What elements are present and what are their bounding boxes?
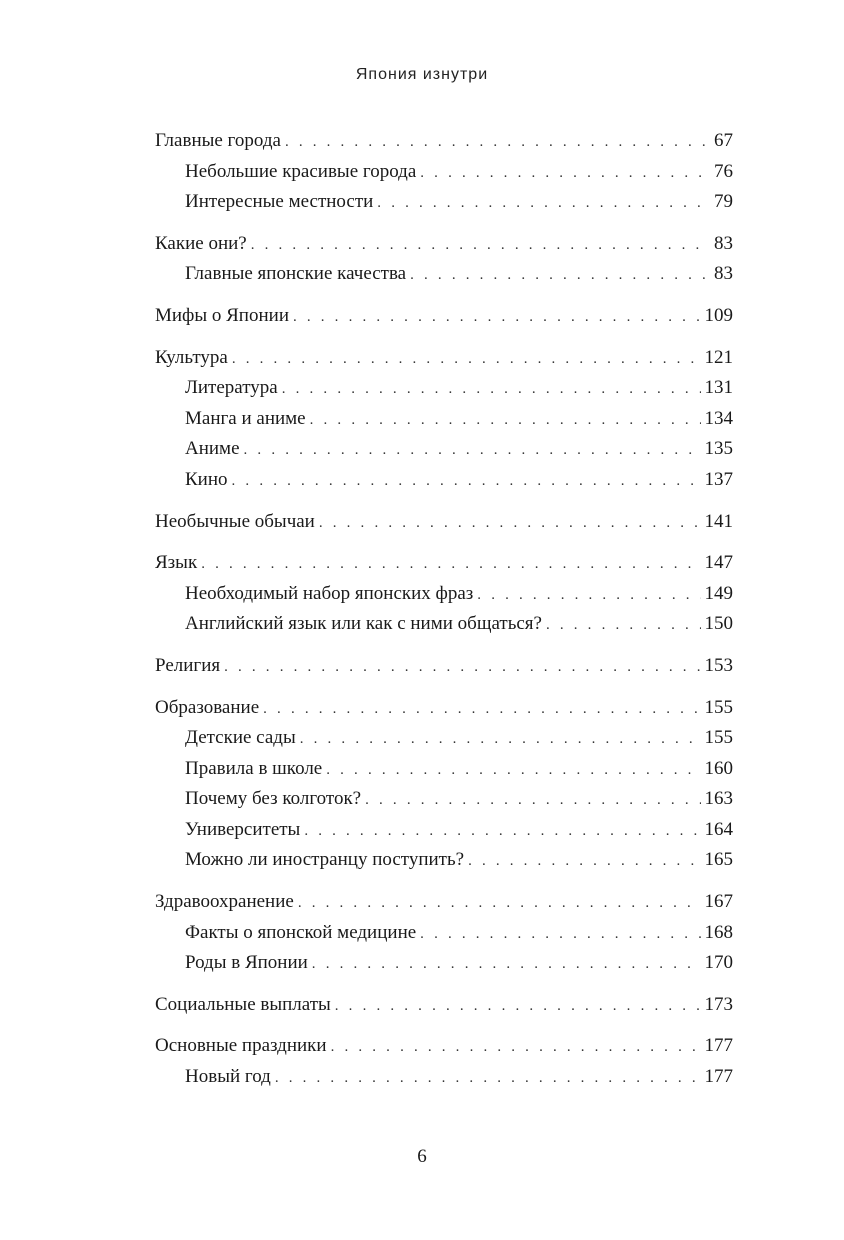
toc-subentry-title: Можно ли иностранцу поступить? bbox=[185, 849, 465, 871]
toc-section bbox=[155, 1031, 733, 1092]
dot-leader bbox=[420, 919, 700, 950]
toc-subentry[interactable] bbox=[155, 373, 733, 404]
dot-leader bbox=[331, 1032, 701, 1063]
toc-entry-page: 177 bbox=[704, 1035, 733, 1057]
dot-leader bbox=[224, 652, 700, 683]
toc-subentry-title: Литература bbox=[185, 377, 278, 399]
toc-subentry[interactable] bbox=[155, 259, 733, 290]
toc-subentry-page: 79 bbox=[714, 191, 733, 213]
dot-leader bbox=[285, 127, 710, 158]
table-of-contents bbox=[155, 126, 733, 1104]
toc-subentry-title: Почему без колготок? bbox=[185, 788, 362, 810]
toc-entry-page: 147 bbox=[704, 552, 733, 574]
toc-subentry-title: Главные японские качества bbox=[185, 263, 407, 285]
toc-entry-page: 67 bbox=[714, 130, 733, 151]
toc-section bbox=[155, 693, 733, 877]
page-number: 6 bbox=[417, 1146, 427, 1167]
toc-subentry[interactable] bbox=[155, 754, 733, 785]
toc-section bbox=[155, 990, 733, 1021]
toc-entry-page: 109 bbox=[704, 304, 733, 326]
dot-leader bbox=[304, 816, 700, 847]
dot-leader bbox=[410, 260, 710, 291]
dot-leader bbox=[377, 188, 710, 219]
toc-entry-title: Религия bbox=[155, 654, 221, 676]
toc-entry-page: 121 bbox=[704, 346, 733, 368]
toc-entry[interactable] bbox=[155, 343, 733, 374]
toc-subentry-page: 150 bbox=[704, 613, 733, 635]
toc-subentry-page: 160 bbox=[704, 757, 733, 779]
running-title: Япония изнутри bbox=[355, 66, 489, 83]
toc-entry[interactable] bbox=[155, 693, 733, 724]
toc-subentry-page: 164 bbox=[704, 818, 733, 840]
toc-subentry-page: 134 bbox=[704, 407, 733, 429]
toc-subentry[interactable] bbox=[155, 187, 733, 218]
dot-leader bbox=[298, 888, 701, 919]
dot-leader bbox=[326, 755, 700, 786]
toc-subentry-page: 149 bbox=[704, 582, 733, 604]
toc-subentry-page: 165 bbox=[704, 849, 733, 871]
dot-leader bbox=[468, 846, 700, 877]
toc-section bbox=[155, 507, 733, 538]
toc-entry[interactable] bbox=[155, 651, 733, 682]
toc-entry-page: 173 bbox=[704, 993, 733, 1015]
dot-leader bbox=[420, 158, 710, 189]
toc-subentry[interactable] bbox=[155, 434, 733, 465]
toc-subentry-title: Английский язык или как с ними общаться? bbox=[185, 613, 542, 635]
toc-subentry-page: 135 bbox=[704, 438, 733, 460]
dot-leader bbox=[232, 466, 701, 497]
toc-subentry[interactable] bbox=[155, 157, 733, 188]
dot-leader bbox=[282, 374, 701, 405]
dot-leader bbox=[201, 549, 700, 580]
toc-subentry-title: Университеты bbox=[185, 818, 301, 840]
toc-entry-page: 83 bbox=[714, 232, 733, 254]
toc-entry-title: Основные праздники bbox=[155, 1035, 327, 1057]
toc-entry-title: Культура bbox=[155, 346, 228, 368]
toc-subentry-page: 131 bbox=[704, 377, 733, 399]
toc-section bbox=[155, 229, 733, 290]
toc-entry-title: Какие они? bbox=[155, 232, 247, 254]
toc-subentry-title: Факты о японской медицине bbox=[185, 921, 417, 943]
toc-subentry-title: Новый год bbox=[185, 1066, 271, 1088]
dot-leader bbox=[263, 694, 700, 725]
toc-entry-title: Язык bbox=[155, 552, 198, 574]
toc-entry-page: 155 bbox=[704, 696, 733, 718]
dot-leader bbox=[251, 230, 710, 261]
toc-subentry[interactable] bbox=[155, 723, 733, 754]
toc-subentry[interactable] bbox=[155, 465, 733, 496]
dot-leader bbox=[244, 435, 701, 466]
dot-leader bbox=[293, 302, 701, 333]
dot-leader bbox=[335, 991, 701, 1022]
toc-entry-page: 167 bbox=[704, 891, 733, 913]
toc-entry-title: Здравоохранение bbox=[155, 891, 294, 913]
toc-entry[interactable] bbox=[155, 887, 733, 918]
toc-entry[interactable] bbox=[155, 301, 733, 332]
toc-entry[interactable] bbox=[155, 990, 733, 1021]
toc-section bbox=[155, 343, 733, 496]
toc-subentry-title: Правила в школе bbox=[185, 757, 323, 779]
toc-subentry-page: 163 bbox=[704, 788, 733, 810]
dot-leader bbox=[312, 949, 701, 980]
toc-subentry[interactable] bbox=[155, 784, 733, 815]
toc-subentry[interactable] bbox=[155, 815, 733, 846]
toc-entry[interactable] bbox=[155, 548, 733, 579]
toc-subentry[interactable] bbox=[155, 404, 733, 435]
toc-subentry-page: 137 bbox=[704, 468, 733, 490]
toc-entry[interactable] bbox=[155, 229, 733, 260]
dot-leader bbox=[232, 344, 701, 375]
toc-entry[interactable] bbox=[155, 126, 733, 157]
toc-subentry[interactable] bbox=[155, 845, 733, 876]
toc-subentry-title: Небольшие красивые города bbox=[185, 160, 417, 182]
toc-entry-title: Необычные обычаи bbox=[155, 510, 315, 532]
toc-section bbox=[155, 126, 733, 218]
toc-entry[interactable] bbox=[155, 507, 733, 538]
toc-entry-title: Главные города bbox=[155, 130, 281, 151]
toc-section bbox=[155, 548, 733, 640]
toc-subentry[interactable] bbox=[155, 1062, 733, 1093]
toc-subentry-page: 177 bbox=[704, 1066, 733, 1088]
toc-entry-page: 141 bbox=[704, 510, 733, 532]
toc-entry[interactable] bbox=[155, 1031, 733, 1062]
toc-subentry-page: 155 bbox=[704, 727, 733, 749]
dot-leader bbox=[477, 580, 700, 611]
toc-section bbox=[155, 301, 733, 332]
toc-subentry-title: Необходимый набор японских фраз bbox=[185, 582, 474, 604]
toc-entry-title: Мифы о Японии bbox=[155, 304, 289, 326]
toc-subentry-page: 170 bbox=[704, 952, 733, 974]
toc-subentry[interactable] bbox=[155, 918, 733, 949]
toc-subentry-title: Аниме bbox=[185, 438, 240, 460]
dot-leader bbox=[365, 785, 700, 816]
toc-section bbox=[155, 651, 733, 682]
toc-subentry[interactable] bbox=[155, 609, 733, 640]
toc-subentry-title: Манга и аниме bbox=[185, 407, 306, 429]
toc-subentry-title: Интересные местности bbox=[185, 191, 374, 213]
dot-leader bbox=[275, 1063, 701, 1094]
toc-subentry-title: Кино bbox=[185, 468, 228, 490]
toc-subentry-title: Детские сады bbox=[185, 727, 296, 749]
toc-subentry-page: 76 bbox=[714, 160, 733, 182]
toc-entry-title: Социальные выплаты bbox=[155, 993, 331, 1015]
dot-leader bbox=[546, 610, 701, 641]
toc-subentry-page: 168 bbox=[704, 921, 733, 943]
toc-entry-page: 153 bbox=[704, 654, 733, 676]
toc-subentry-title: Роды в Японии bbox=[185, 952, 308, 974]
toc-subentry[interactable] bbox=[155, 579, 733, 610]
toc-section bbox=[155, 887, 733, 979]
toc-subentry[interactable] bbox=[155, 948, 733, 979]
toc-subentry-page: 83 bbox=[714, 263, 733, 285]
toc-entry-title: Образование bbox=[155, 696, 260, 718]
dot-leader bbox=[300, 724, 701, 755]
dot-leader bbox=[319, 508, 701, 539]
dot-leader bbox=[310, 405, 701, 436]
